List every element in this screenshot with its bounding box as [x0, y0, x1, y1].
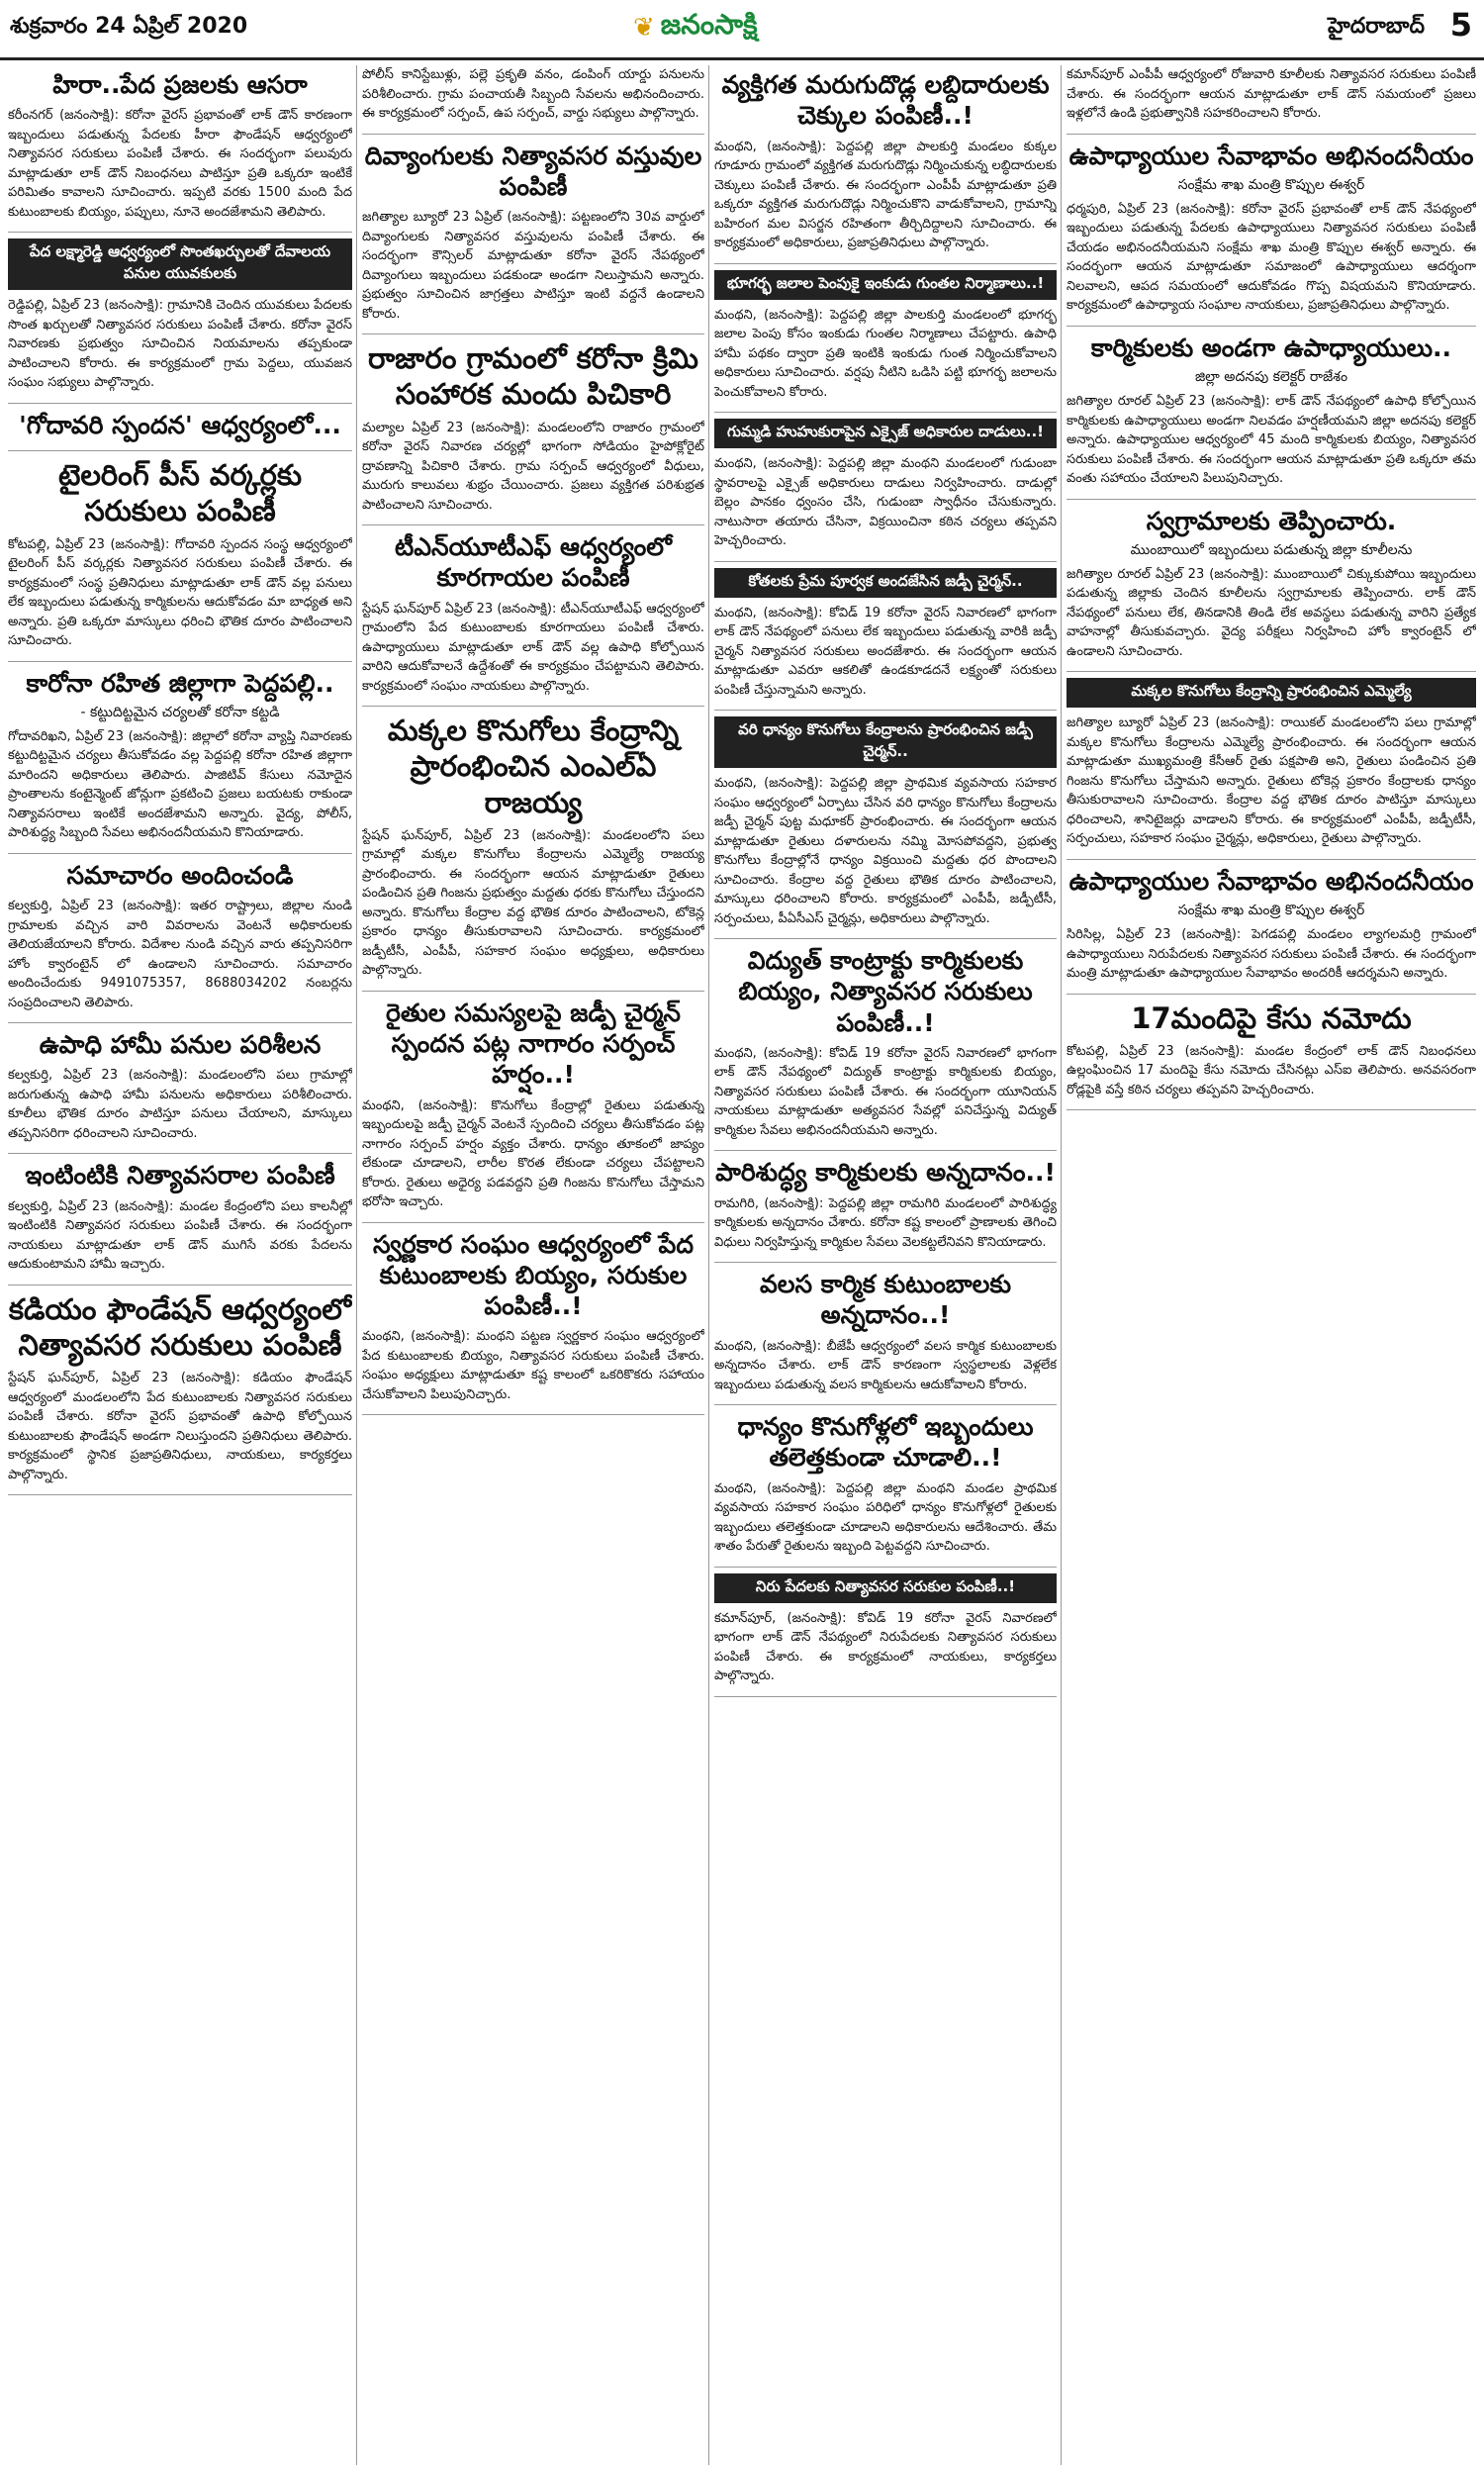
article-separator	[1067, 671, 1476, 672]
article-separator	[714, 263, 1057, 264]
article-body: మల్యాల ఏప్రిల్ 23 (జనంసాక్షి): మండలంలోని రాజారం గ్రామంలో కరోనా వైరస్ నివారణ చర్యల్లో భాగంగా సోడియం హైపోక్లోరైట్ ద్రావణాన్ని పిచికారి చేశారు. గ్రామ సర్పంచ్ ఆధ్వర్యంలో వీధులు, మురుగు కాలువలు శుభ్రం చేయించారు. ప్రజలు వ్యక్తిగత పరిశుభ్రత పాటించాలని సూచించారు.	[362, 420, 704, 513]
article	[714, 1157, 1057, 1252]
article-body: మంథని, (జనంసాక్షి): మంథని పట్టణ స్వర్ణకార సంఘం ఆధ్వర్యంలో పేద కుటుంబాలకు బియ్యం, నిత్యావసర సరుకులు పంపిణీ చేశారు. సంఘం అధ్యక్షులు మాట్లాడుతూ కష్ట కాలంలో ఒకరికొకరు సహాయం చేసుకోవాలని పిలుపునిచ్చారు.	[362, 1329, 704, 1402]
article-headline: మక్కల కొనుగోలు కేంద్రాన్ని ప్రారంభించిన ఎంఎల్‌ఏ రాజయ్య	[387, 714, 680, 819]
article-headline: రైతుల సమస్యలపై జడ్పీ చైర్మన్ స్పందన పట్ల నాగారం సర్పంచ్ హర్షం..!	[386, 998, 681, 1090]
article-body: కమాన్‌పూర్ ఎంపీపీ ఆధ్వర్యంలో రోజువారి కూలీలకు నిత్యావసర సరుకులు పంపిణీ చేశారు. ఈ సందర్భంగా ఆయన మాట్లాడుతూ లాక్ డౌన్ సమయంలో ప్రజలు ఇళ్లలోనే ఉండి ప్రభుత్వానికి సహకరించాలని కోరారు.	[1067, 67, 1476, 121]
article-separator	[8, 853, 352, 854]
article-separator	[8, 1022, 352, 1023]
article-separator	[1067, 326, 1476, 327]
article-headline: ఉపాధ్యాయుల సేవాభావం అభినందనీయం	[1068, 141, 1474, 170]
article-separator	[714, 1404, 1057, 1405]
article-headline: గుమ్మడి హుహుకురాపైన ఎక్సైజ్ అధికారుల దాడులు..!	[714, 419, 1057, 448]
article-body: రెడ్డిపల్లి, ఏప్రిల్ 23 (జనంసాక్షి): గ్రామానికి చెందిన యువకులు పేదలకు సొంత ఖర్చులతో నిత్యావసర సరుకులు పంపిణీ చేశారు. కరోనా వైరస్ నివారణకు ప్రభుత్వం సూచించిన నియమాలను తప్పకుండా పాటించాలని కోరారు. ఈ కార్యక్రమంలో గ్రామ పెద్దలు, యువజన సంఘం సభ్యులు పాల్గొన్నారు.	[8, 298, 352, 391]
article	[362, 1229, 704, 1405]
article-subheadline: - కట్టుదిట్టమైన చర్యలతో కరోనా కట్టడి	[80, 704, 280, 720]
article-headline: కోతలకు ప్రేమ పూర్వక అందజేసిన జడ్పీ చైర్మన్..	[714, 568, 1057, 598]
article-separator	[714, 1696, 1057, 1697]
article	[8, 860, 352, 1012]
article-separator	[8, 1153, 352, 1154]
article	[1067, 506, 1476, 662]
article-headline: నిరు పేదలకు నిత్యావసర సరుకుల పంపిణీ..!	[714, 1573, 1057, 1603]
column-1	[8, 65, 352, 2465]
article	[362, 141, 704, 325]
article-headline: సమాచారం అందించండి	[66, 860, 294, 890]
article-separator	[8, 450, 352, 451]
article	[1067, 65, 1476, 124]
column-2	[362, 65, 704, 2465]
article	[8, 1291, 352, 1485]
article-subheadline: సంక్షేమ శాఖ మంత్రి కొప్పుల ఈశ్వర్	[1177, 176, 1365, 193]
column-divider	[708, 65, 709, 2465]
article-headline: విద్యుత్ కాంట్రాక్టు కార్మికులకు బియ్యం, నిత్యావసర సరుకులు పంపిణీ..!	[738, 946, 1033, 1037]
article	[1067, 141, 1476, 316]
article-body: మంథని, (జనంసాక్షి): పెద్దపల్లి జిల్లా ప్రాథమిక వ్యవసాయ సహకార సంఘం ఆధ్వర్యంలో ఏర్పాటు చేసిన వరి ధాన్యం కొనుగోలు కేంద్రాలను జడ్పీ చైర్మన్ పుట్ట మధూకర్ ప్రారంభించారు. ఈ సందర్భంగా ఆయన మాట్లాడుతూ రైతులు దళారులను నమ్మి మోసపోవద్దని, ప్రభుత్వ కొనుగోలు కేంద్రాల్లోనే ధాన్యం విక్రయించి మద్దతు ధర పొందాలని సూచించారు. కేంద్రాల వద్ద రైతులు భౌతిక దూరం పాటించాలని, మాస్కులు ధరించాలని కోరారు. కార్యక్రమంలో ఎంపీపీ, జడ్పీటీసీ, సర్పంచులు, పీఏసీఎస్ చైర్మన్లు, అధికారులు పాల్గొన్నారు.	[714, 776, 1057, 926]
article-separator	[1067, 499, 1476, 500]
article-separator	[8, 1494, 352, 1495]
logo-text: జనంసాక్షి	[660, 8, 758, 41]
article-body: కోటపల్లి, ఏప్రిల్ 23 (జనంసాక్షి): గోదావరి స్పందన సంస్థ ఆధ్వర్యంలో టైలరింగ్ పీస్ వర్కర్లకు నిత్యావసర సరుకులు పంపిణీ చేశారు. ఈ కార్యక్రమంలో సంస్థ ప్రతినిధులు మాట్లాడుతూ లాక్ డౌన్ వల్ల పనులు లేక ఇబ్బందులు పడుతున్న కార్మికులను ఆదుకోవడం మా బాధ్యత అని అన్నారు. ప్రతి ఒక్కరూ మాస్కులు ధరించి భౌతిక దూరం పాటించాలని సూచించారు.	[8, 536, 352, 648]
article-body: పోలీస్ కానిస్టేబుళ్లు, పల్లె ప్రకృతి వనం, డంపింగ్ యార్డు పనులను పరిశీలించారు. గ్రామ పంచాయతీ సిబ్బంది సేవలను అభినందించారు. ఈ కార్యక్రమంలో సర్పంచ్, ఉప సర్పంచ్, వార్డు సభ్యులు పాల్గొన్నారు.	[362, 67, 704, 121]
column-divider	[356, 65, 357, 2465]
article-headline: ఉపాధ్యాయుల సేవాభావం అభినందనీయం	[1068, 866, 1474, 896]
article-headline: ఇంటింటికి నిత్యావసరాల పంపిణీ	[25, 1161, 335, 1190]
newspaper-logo	[633, 8, 758, 48]
article-body: జగిత్యాల రూరల్ ఏప్రిల్ 23 (జనంసాక్షి): ముంబాయిలో చిక్కుకుపోయి ఇబ్బందులు పడుతున్న జిల్లాకు చెందిన కూలీలను స్వగ్రామాలకు తెప్పించారు. లాక్ డౌన్ నేపథ్యంలో పనులు లేక, తినడానికి తిండి లేక అవస్థలు పడుతున్న వారిని ప్రత్యేక వాహనాల్లో తీసుకువచ్చారు. వైద్య పరీక్షలు నిర్వహించి హోం క్వారంటైన్ లో ఉండాలని సూచించారు.	[1067, 566, 1476, 659]
leaf-icon: ❦	[633, 13, 655, 43]
masthead	[0, 0, 1484, 60]
article-headline: కార్మికులకు అండగా ఉపాధ్యాయులు..	[1090, 333, 1452, 362]
article-headline: స్వర్ణకార సంఘం ఆధ్వర్యంలో పేద కుటుంబాలకు బియ్యం, సరుకుల పంపిణీ..!	[373, 1229, 694, 1320]
article-body: కల్వకుర్తి, ఏప్రిల్ 23 (జనంసాక్షి): మండలంలోని పలు గ్రామాల్లో జరుగుతున్న ఉపాధి హామీ పనులను అధికారులు పరిశీలించారు. కూలీలు భౌతిక దూరం పాటిస్తూ పనులు చేయాలని, మాస్కులు తప్పనిసరిగా ధరించాలని సూచించారు.	[8, 1068, 352, 1141]
article-headline: వ్యక్తిగత మరుగుదొడ్ల లబ్దిదారులకు చెక్కుల పంపిణీ..!	[721, 70, 1050, 131]
article-body: జగిత్యాల బ్యూరో ఏప్రిల్ 23 (జనంసాక్షి): రాయికల్ మండలంలోని పలు గ్రామాల్లో మక్కల కొనుగోలు కేంద్రాలను ఎమ్మెల్యే ప్రారంభించారు. ఈ సందర్భంగా ఆయన మాట్లాడుతూ ముఖ్యమంత్రి కేసీఆర్ రైతు పక్షపాతి అని, రైతులు పండించిన ప్రతి గింజను కొనుగోలు చేస్తామని అన్నారు. రైతులు టోకెన్ల ప్రకారం కేంద్రాలకు ధాన్యం తీసుకురావాలని సూచించారు. కేంద్రాల వద్ద భౌతిక దూరం పాటిస్తూ మాస్కులు ధరించాలని, శానిటైజర్లు వాడాలని కోరారు. ఈ కార్యక్రమంలో ఎంపీపీ, జడ్పీటీసీ, సర్పంచులు, సహకార సంఘం చైర్మన్లు, అధికారులు, రైతులు పాల్గొన్నారు.	[1067, 715, 1476, 847]
article-body: గోదావరిఖని, ఏప్రిల్ 23 (జనంసాక్షి): జిల్లాలో కరోనా వ్యాప్తి నివారణకు కట్టుదిట్టమైన చర్యలు తీసుకోవడం వల్ల పెద్దపల్లి కరోనా రహిత జిల్లాగా మారిందని అధికారులు తెలిపారు. పాజిటివ్ కేసులు నమోదైన ప్రాంతాలను కంటైన్మెంట్ జోన్లుగా ప్రకటించి ప్రజలు బయటకు రాకుండా నిత్యావసరాలు ఇంటికే అందజేశామని అన్నారు. వైద్య, పోలీస్, పారిశుద్ధ్య సిబ్బంది సేవలు అభినందనీయమని కొనియాడారు.	[8, 728, 352, 841]
article-headline: వలస కార్మిక కుటుంబాలకు అన్నదానం..!	[759, 1270, 1012, 1330]
article-body: ధర్మపురి, ఏప్రిల్ 23 (జనంసాక్షి): కరోనా వైరస్ ప్రభావంతో లాక్ డౌన్ నేపథ్యంలో ఇబ్బందులు పడుతున్న పేదలకు ఉపాధ్యాయులు నిత్యావసర సరుకులు పంపిణీ చేయడం అభినందనీయమని సంక్షేమ శాఖ మంత్రి కొప్పుల ఈశ్వర్ అన్నారు. ఈ సందర్భంగా ఆయన మాట్లాడుతూ సమాజంలో ఉపాధ్యాయులు ఆదర్శంగా నిలవాలని, ఆపద సమయంలో ఆదుకోవడం గొప్ప విషయమని కొనియాడారు. కార్యక్రమంలో ఉపాధ్యాయ సంఘాల నాయకులు, ప్రజాప్రతినిధులు పాల్గొన్నారు.	[1067, 201, 1476, 314]
article	[8, 410, 352, 440]
article-headline: 17మందిపై కేసు నమోదు	[1131, 1000, 1412, 1035]
article-headline: ధాన్యం కొనుగోళ్లలో ఇబ్బందులు తలెత్తకుండా చూడాలి..!	[737, 1412, 1034, 1473]
article-body: స్టేషన్ ఘన్‌పూర్, ఏప్రిల్ 23 (జనంసాక్షి): మండలంలోని పలు గ్రామాల్లో మక్కల కొనుగోలు కేంద్రాలను ఎమ్మెల్యే రాజయ్య ప్రారంభించారు. ఈ సందర్భంగా ఆయన మాట్లాడుతూ రైతులు పండించిన ప్రతి గింజను ప్రభుత్వం మద్దతు ధరకు కొనుగోలు చేస్తుందని అన్నారు. కొనుగోలు కేంద్రాల వద్ద భౌతిక దూరం పాటించాలని, టోకెన్ల ప్రకారం ధాన్యం తీసుకురావాలని సూచించారు. కార్యక్రమంలో జడ్పీటీసీ, ఎంపీపీ, సహకార సంఘం అధ్యక్షులు, అధికారులు పాల్గొన్నారు.	[362, 827, 704, 979]
article-subheadline: సంక్షేమ శాఖ మంత్రి కొప్పుల ఈశ్వర్	[1177, 903, 1365, 918]
column-divider	[1061, 65, 1062, 2465]
article	[714, 716, 1057, 928]
article	[1067, 333, 1476, 489]
article-headline: పారిశుద్ధ్య కార్మికులకు అన్నదానం..!	[715, 1158, 1056, 1188]
article-separator	[714, 1262, 1057, 1263]
article-separator	[714, 412, 1057, 413]
article-separator	[1067, 1109, 1476, 1110]
article	[1067, 678, 1476, 849]
article-separator	[1067, 994, 1476, 995]
article	[8, 69, 352, 222]
article-body: మంథని, (జనంసాక్షి): కోవిడ్ 19 కరోనా వైరస్ నివారణలో భాగంగా లాక్ డౌన్ నేపథ్యంలో పనులు లేక ఇబ్బందులు పడుతున్న వారికి జడ్పీ చైర్మన్ నిత్యావసర సరుకులు అందజేశారు. ఈ సందర్భంగా ఆయన మాట్లాడుతూ ఎవరూ ఆకలితో ఉండకూడదనే లక్ష్యంతో సరుకులు పంపిణీ చేస్తున్నామని అన్నారు.	[714, 605, 1057, 698]
article-separator	[362, 333, 704, 334]
edition-city: హైదరాబాద్	[1328, 14, 1425, 39]
article	[714, 270, 1057, 403]
article	[1067, 1000, 1476, 1100]
article-body: మంథని, (జనంసాక్షి): పెద్దపల్లి జిల్లా పాలకుర్తి మండలం కుక్కల గూడూరు గ్రామంలో వ్యక్తిగత మరుగుదొడ్లు నిర్మించుకున్న లబ్ధిదారులకు చెక్కులు పంపిణీ చేశారు. ఈ సందర్భంగా ఎంపీపీ మాట్లాడుతూ ప్రతి ఒక్కరూ వ్యక్తిగత మరుగుదొడ్లు నిర్మించుకొని వాడుకోవాలని, గ్రామాన్ని బహిరంగ మల విసర్జన రహితంగా తీర్చిదిద్దాలని సూచించారు. ఈ కార్యక్రమంలో అధికారులు, ప్రజాప్రతినిధులు పాల్గొన్నారు.	[714, 139, 1057, 250]
article-separator	[8, 403, 352, 404]
article-separator	[714, 1567, 1057, 1568]
article-headline: రాజారం గ్రామంలో కరోనా క్రిమి సంహారక మందు పిచికారి	[368, 341, 698, 412]
article-headline: కడియం ఫౌండేషన్ ఆధ్వర్యంలో నిత్యావసర సరుకులు పంపిణీ	[8, 1291, 352, 1362]
article-headline: టీఎన్‌యూటీఎఫ్ ఆధ్వర్యంలో కూరగాయల పంపిణీ	[394, 532, 673, 593]
article-separator	[362, 1414, 704, 1415]
article-subheadline: జిల్లా అదనపు కలెక్టర్ రాజేశం	[1194, 369, 1348, 385]
article-separator	[1067, 134, 1476, 135]
article-body: స్టేషన్ ఘన్‌పూర్, ఏప్రిల్ 23 (జనంసాక్షి): కడియం ఫౌండేషన్ ఆధ్వర్యంలో మండలంలోని పేద కుటుంబాలకు నిత్యావసర సరుకులు పంపిణీ చేశారు. కరోనా వైరస్ ప్రభావంతో ఉపాధి కోల్పోయిన కుటుంబాలకు ఫౌండేషన్ అండగా నిలుస్తుందని ప్రతినిధులు తెలిపారు. కార్యక్రమంలో స్థానిక ప్రజాప్రతినిధులు, నాయకులు, కార్యకర్తలు పాల్గొన్నారు.	[8, 1371, 352, 1482]
article-headline: స్వగ్రామాలకు తెప్పించారు.	[1146, 506, 1397, 535]
article	[714, 69, 1057, 253]
article-body: మంథని, (జనంసాక్షి): కొనుగోలు కేంద్రాల్లో రైతులు పడుతున్న ఇబ్బందులపై జడ్పీ చైర్మన్ వెంటనే స్పందించి చర్యలు తీసుకోవడం పట్ల నాగారం సర్పంచ్ హర్షం వ్యక్తం చేశారు. ధాన్యం తూకంలో జాప్యం లేకుండా చూడాలని, లారీల కొరత లేకుండా చర్యలు చేపట్టాలని కోరారు. రైతులు అధైర్య పడవద్దని ప్రతి గింజను కొనుగోలు చేస్తామని భరోసా ఇచ్చారు.	[362, 1097, 704, 1209]
article	[8, 457, 352, 651]
article-separator	[362, 991, 704, 992]
article-body: మంథని, (జనంసాక్షి): పెద్దపల్లి జిల్లా పాలకుర్తి మండలంలో భూగర్భ జలాల పెంపు కోసం ఇంకుడు గుంతల నిర్మాణాలు చేపట్టారు. ఉపాధి హామీ పథకం ద్వారా ప్రతి ఇంటికి ఇంకుడు గుంత నిర్మించుకోవాలని అధికారులు సూచించారు. వర్షపు నీటిని ఒడిసి పట్టి భూగర్భ జలాలను పెంచుకోవాలని కోరారు.	[714, 307, 1057, 400]
article-separator	[8, 661, 352, 662]
article-separator	[362, 134, 704, 135]
article-headline: హిరా..పేద ప్రజలకు ఆసరా	[52, 70, 308, 99]
article-body: రామగిరి, (జనంసాక్షి): పెద్దపల్లి జిల్లా రామగిరి మండలంలో పారిశుద్ధ్య కార్మికులకు అన్నదానం చేశారు. కరోనా కష్ట కాలంలో ప్రాణాలకు తెగించి విధులు నిర్వహిస్తున్న కార్మికుల సేవలు వెలకట్టలేనివని కొనియాడారు.	[714, 1195, 1057, 1250]
article	[362, 998, 704, 1212]
article-separator	[362, 706, 704, 707]
article-separator	[362, 1222, 704, 1223]
article	[714, 1269, 1057, 1394]
article-headline: ఉపాధి హామీ పనుల పరిశీలన	[39, 1030, 322, 1059]
article	[8, 1029, 352, 1143]
column-3	[714, 65, 1057, 2465]
article-separator	[1067, 859, 1476, 860]
issue-date: శుక్రవారం 24 ఏప్రిల్ 2020	[10, 14, 248, 39]
article-headline: భూగర్భ జలాల పెంపుకై ఇంకుడు గుంతల నిర్మాణాలు..!	[714, 270, 1057, 300]
article	[362, 340, 704, 515]
article-body: మంథని, (జనంసాక్షి): బీజేపీ ఆధ్వర్యంలో వలస కార్మిక కుటుంబాలకు అన్నదానం చేశారు. లాక్ డౌన్ కారణంగా స్వస్థలాలకు వెళ్లలేక ఇబ్బందులు పడుతున్న వలస కార్మికులను ఆదుకోవాలని కోరారు.	[714, 1338, 1057, 1392]
article-body: కమాన్‌పూర్, (జనంసాక్షి): కోవిడ్ 19 కరోనా వైరస్ నివారణలో భాగంగా లాక్ డౌన్ నేపథ్యంలో నిరుపేదలకు నిత్యావసర సరుకులు పంపిణీ చేశారు. ఈ కార్యక్రమంలో నాయకులు, కార్యకర్తలు పాల్గొన్నారు.	[714, 1610, 1057, 1683]
article-headline: కారోనా రహిత జిల్లాగా పెద్దపల్లి..	[26, 668, 334, 698]
article-separator	[362, 524, 704, 525]
article	[714, 419, 1057, 551]
article-body: జగిత్యాల బ్యూరో 23 ఏప్రిల్ (జనంసాక్షి): పట్టణంలోని 30వ వార్డులో దివ్యాంగులకు నిత్యావసర వస్తువులను పంపిణీ చేశారు. ఈ సందర్భంగా కౌన్సిలర్ మాట్లాడుతూ కరోనా వైరస్ నేపథ్యంలో దివ్యాంగులు ఇబ్బందులు పడకుండా అండగా నిలుస్తామని అన్నారు. ప్రభుత్వం సూచించిన జాగ్రత్తలు పాటిస్తూ ఇంటి వద్దనే ఉండాలని కోరారు.	[362, 210, 704, 322]
article	[1067, 866, 1476, 984]
article-separator	[714, 1150, 1057, 1151]
article	[714, 1573, 1057, 1686]
article	[8, 238, 352, 393]
article-separator	[8, 232, 352, 233]
article-subheadline: ముంబాయిలో ఇబ్బందులు పడుతున్న జిల్లా కూలీలను	[1130, 541, 1413, 558]
column-4	[1067, 65, 1476, 2465]
article-headline: వరి ధాన్యం కొనుగోలు కేంద్రాలను ప్రారంభించిన జడ్పీ చైర్మన్..	[714, 716, 1057, 768]
article-separator	[714, 561, 1057, 562]
article-body: మంథని, (జనంసాక్షి): కోవిడ్ 19 కరోనా వైరస్ నివారణలో భాగంగా లాక్ డౌన్ నేపథ్యంలో విద్యుత్ కాంట్రాక్టు కార్మికులకు బియ్యం, నిత్యావసర సరుకులు పంపిణీ చేశారు. ఈ సందర్భంగా యూనియన్ నాయకులు మాట్లాడుతూ అత్యవసర సేవల్లో పనిచేస్తున్న విద్యుత్ కార్మికుల సేవలు అభినందనీయమని అన్నారు.	[714, 1045, 1057, 1138]
article	[714, 945, 1057, 1140]
article	[8, 1160, 352, 1274]
article-headline: పేద లక్ష్మారెడ్డి ఆధ్వర్యంలో సొంతఖర్చులతో దేవాలయ పనుల యువకులకు	[8, 238, 352, 290]
article-body: కల్వకుర్తి, ఏప్రిల్ 23 (జనంసాక్షి): మండల కేంద్రంలోని పలు కాలనీల్లో ఇంటింటికి నిత్యావసర సరుకులు పంపిణీ చేశారు. ఈ సందర్భంగా నాయకులు మాట్లాడుతూ లాక్ డౌన్ ముగిసే వరకు పేదలను ఆదుకుంటామని హామీ ఇచ్చారు.	[8, 1198, 352, 1272]
article-separator	[714, 938, 1057, 939]
page-number: 5	[1449, 6, 1472, 44]
article-separator	[714, 710, 1057, 711]
article-body: జగిత్యాల రూరల్ ఏప్రిల్ 23 (జనంసాక్షి): లాక్ డౌన్ నేపథ్యంలో ఉపాధి కోల్పోయిన కార్మికులకు ఉపాధ్యాయులు అండగా నిలవడం హర్షణీయమని జిల్లా అదనపు కలెక్టర్ అన్నారు. ఉపాధ్యాయుల ఆధ్వర్యంలో 45 మంది కార్మికులకు బియ్యం, నిత్యావసర సరుకులు పంపిణీ చేశారు. ఈ సందర్భంగా ఆయన మాట్లాడుతూ ప్రతి ఒక్కరూ తమ వంతు సహాయం చేయాలని పిలుపునిచ్చారు.	[1067, 394, 1476, 486]
article-body: మంథని, (జనంసాక్షి): పెద్దపల్లి జిల్లా మంథని మండల ప్రాథమిక వ్యవసాయ సహకార సంఘం పరిధిలో ధాన్యం కొనుగోళ్లలో రైతులకు ఇబ్బందులు తలెత్తకుండా చూడాలని అధికారులను ఆదేశించారు. తేమ శాతం పేరుతో రైతులను ఇబ్బంది పెట్టవద్దని సూచించారు.	[714, 1480, 1057, 1554]
article	[362, 531, 704, 696]
article-headline: టైలరింగ్ పీస్ వర్కర్లకు సరుకులు పంపిణీ	[57, 458, 303, 528]
article-body: కోటపల్లి, ఏప్రిల్ 23 (జనంసాక్షి): మండల కేంద్రంలో లాక్ డౌన్ నిబంధనలు ఉల్లంఘించిన 17 మందిపై కేసు నమోదు చేసినట్లు ఎస్ఐ తెలిపారు. అనవసరంగా రోడ్లపైకి వస్తే కఠిన చర్యలు తప్పవని హెచ్చరించారు.	[1067, 1043, 1476, 1097]
article	[362, 65, 704, 124]
article-headline: మక్కల కొనుగోలు కేంద్రాన్ని ప్రారంభించిన ఎమ్మెల్యే	[1067, 678, 1476, 708]
article-body: కల్వకుర్తి, ఏప్రిల్ 23 (జనంసాక్షి): ఇతర రాష్ట్రాలు, జిల్లాల నుండి గ్రామాలకు వచ్చిన వారి వివరాలను వెంటనే అధికారులకు తెలియజేయాలని కోరారు. విదేశాల నుండి వచ్చిన వారు తప్పనిసరిగా హోం క్వారంటైన్ లో ఉండాలని సూచించారు. సమాచారం అందించేందుకు 9491075357, 8688034202 నంబర్లను సంప్రదించాలని తెలిపారు.	[8, 899, 352, 1010]
article-body: సిరిసిల్ల, ఏప్రిల్ 23 (జనంసాక్షి): పెగడపల్లి మండలం ల్యాగలమర్రి గ్రామంలో ఉపాధ్యాయులు నిరుపేదలకు నిత్యావసర సరుకులు పంపిణీ చేశారు. ఈ సందర్భంగా మంత్రి మాట్లాడుతూ ఉపాధ్యాయుల సేవాభావం అందరికీ ఆదర్శమని అన్నారు.	[1067, 927, 1476, 981]
article-body: స్టేషన్ ఘన్‌పూర్ ఏప్రిల్ 23 (జనంసాక్షి): టీఎన్‌యూటీఎఫ్ ఆధ్వర్యంలో గ్రామంలోని పేద కుటుంబాలకు కూరగాయలు పంపిణీ చేశారు. ఉపాధ్యాయులు మాట్లాడుతూ లాక్ డౌన్ వల్ల ఉపాధి కోల్పోయిన వారిని ఆదుకోవాలనే ఉద్దేశంతో ఈ కార్యక్రమం చేపట్టామని తెలిపారు. కార్యక్రమంలో సంఘం నాయకులు పాల్గొన్నారు.	[362, 601, 704, 694]
article-body: కరీంనగర్ (జనంసాక్షి): కరోనా వైరస్ ప్రభావంతో లాక్ డౌన్ కారణంగా ఇబ్బందులు పడుతున్న పేదలకు హీరా ఫౌండేషన్ ఆధ్వర్యంలో నిత్యావసర సరుకులు పంపిణీ చేశారు. ఈ సందర్భంగా పలువురు మాట్లాడుతూ లాక్ డౌన్ నిబంధనలు పాటిస్తూ ప్రతి ఒక్కరూ ఇంటికే పరిమితం కావాలని సూచించారు. ఇప్పటి వరకు 1500 మంది పేద కుటుంబాలకు బియ్యం, పప్పులు, నూనె అందజేశామని తెలిపారు.	[8, 108, 352, 220]
article-headline: దివ్యాంగులకు నిత్యావసర వస్తువుల పంపిణీ	[364, 141, 702, 201]
article-headline: 'గోదావరి స్పందన' ఆధ్వర్యంలో...	[19, 410, 341, 439]
article-body: మంథని, (జనంసాక్షి): పెద్దపల్లి జిల్లా మంథని మండలంలో గుడుంబా స్థావరాలపై ఎక్సైజ్ అధికారులు దాడులు నిర్వహించారు. దాడుల్లో బెల్లం పానకం ధ్వంసం చేసి, గుడుంబా స్వాధీనం చేసుకున్నారు. నాటుసారా తయారు చేసినా, విక్రయించినా కఠిన చర్యలు తప్పవని హెచ్చరించారు.	[714, 456, 1057, 548]
article	[714, 568, 1057, 701]
article	[714, 1411, 1057, 1557]
article	[362, 713, 704, 981]
article	[8, 668, 352, 843]
